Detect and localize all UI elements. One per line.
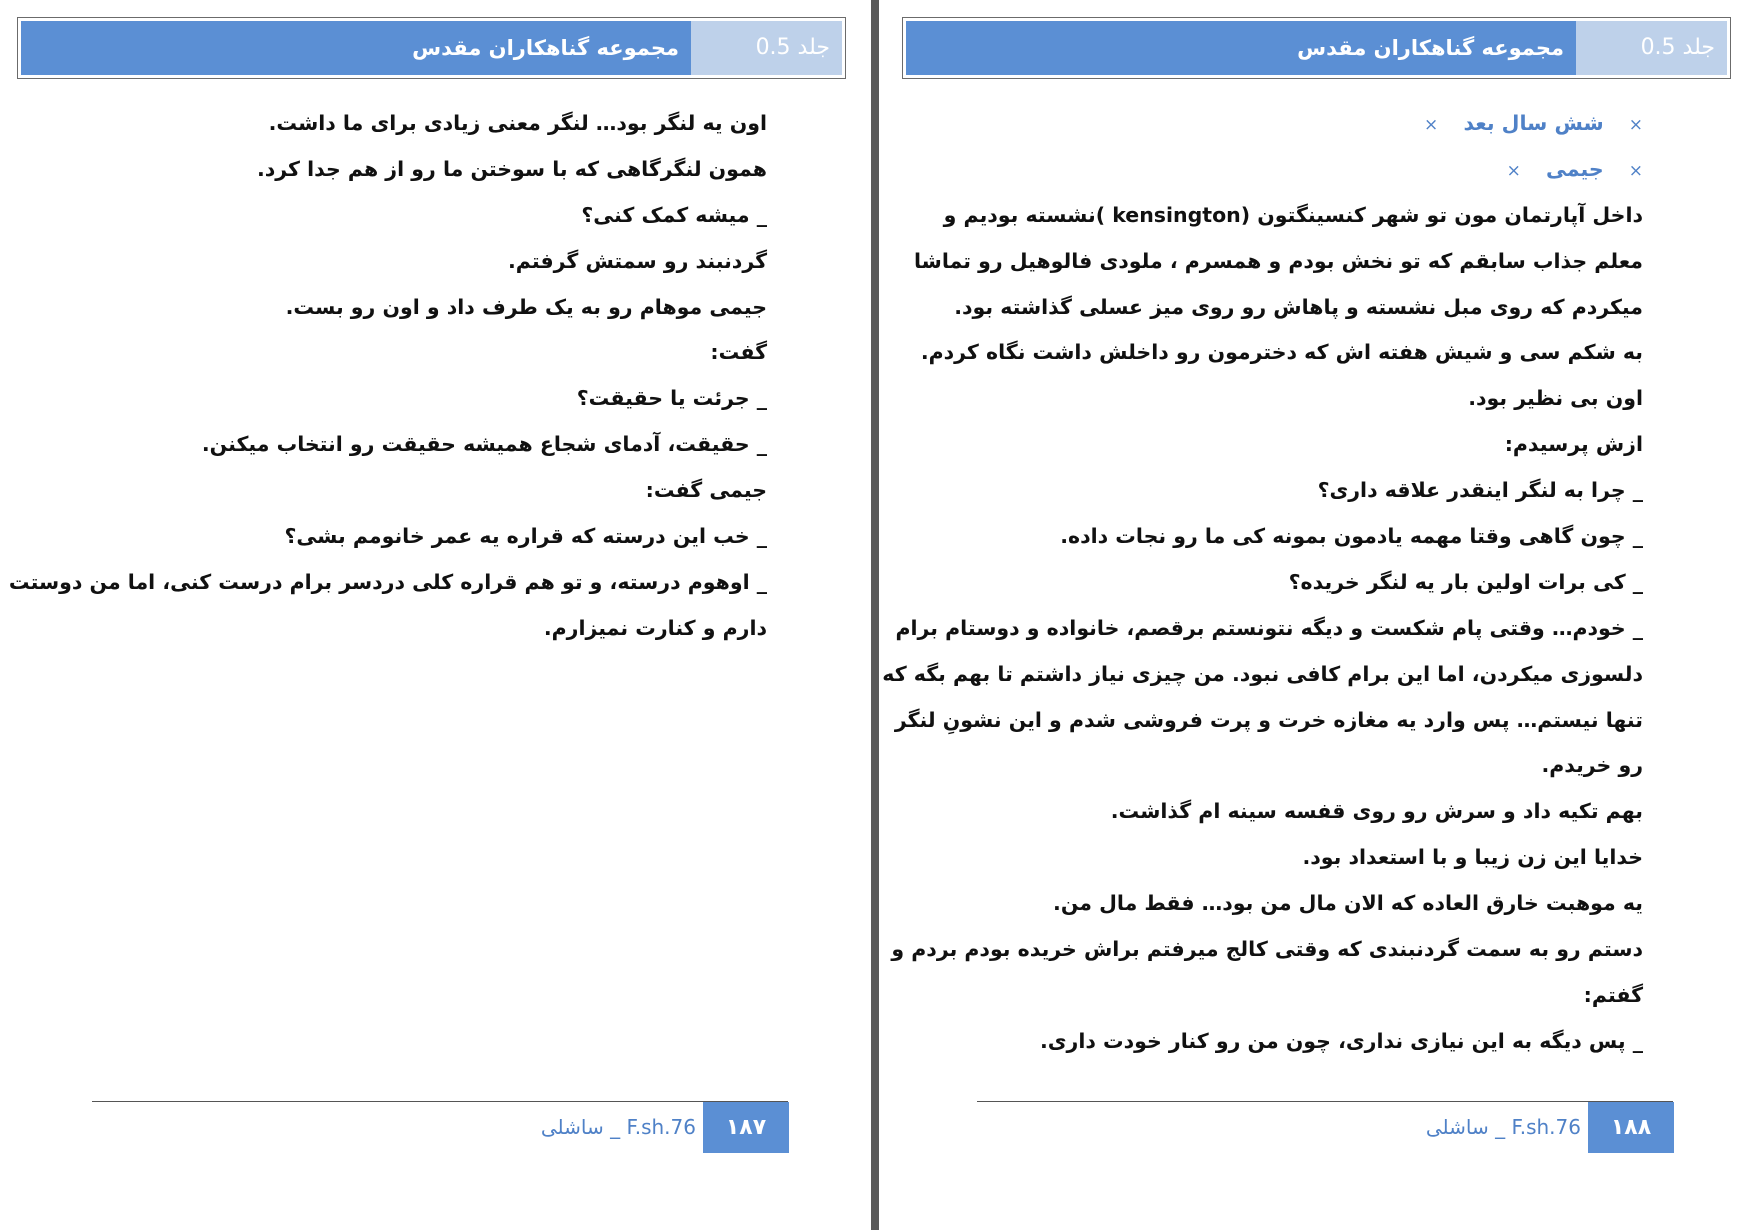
page-header <box>17 17 846 79</box>
page-header <box>902 17 1731 79</box>
text-line: _ خب این درسته که قراره یه عمر خانومم بشی؟ <box>284 524 767 549</box>
section-heading <box>963 101 1643 147</box>
text-line: گردنبند رو سمتش گرفتم. <box>507 248 767 273</box>
text-line: اون بی نظیر بود. <box>1468 386 1643 411</box>
text-line: _ حقیقت، آدمای شجاع همیشه حقیقت رو انتخاب میکنن. <box>201 432 767 457</box>
cross-ornament-icon: × <box>1424 115 1439 135</box>
text-line: گفتم: <box>1583 982 1643 1007</box>
text-line: ازش پرسیدم: <box>1504 432 1643 457</box>
cross-ornament-icon: × <box>1506 160 1521 181</box>
page-right <box>882 0 1750 1230</box>
text-line: _ کی برات اولین بار یه لنگر خریده؟ <box>1288 569 1643 594</box>
text-line: جیمی گفت: <box>645 478 767 503</box>
page-body <box>882 101 1643 1065</box>
text-line: همون لنگرگاهی که با سوختن ما رو از هم جدا کرد. <box>256 156 767 181</box>
text-line: _ خودم… وقتی پام شکست و دیگه نتونستم برقصم، خانواده و دوستام برام <box>895 615 1643 640</box>
page-number: ۱۸۸ <box>1588 1102 1674 1153</box>
text-line: _ جرئت یا حقیقت؟ <box>576 386 767 411</box>
cross-ornament-icon: × <box>1628 115 1643 135</box>
text-line: بهم تکیه داد و سرش رو روی قفسه سینه ام گذاشت. <box>1110 799 1643 824</box>
text-line: گفت: <box>710 340 767 365</box>
text-line: _ پس دیگه به این نیازی نداری، چون من رو کنار خودت داری. <box>1039 1028 1643 1053</box>
footer-author: F.sh.76 _ ساشلی <box>540 1115 696 1139</box>
text-line: _ میشه کمک کنی؟ <box>581 202 767 227</box>
text-line: جیمی موهام رو به یک طرف داد و اون رو بست. <box>285 294 767 319</box>
text-line: میکردم که روی مبل نشسته و پاهاش رو روی میز عسلی گذاشته بود. <box>954 294 1643 319</box>
book-title: مجموعه گناهکاران مقدس <box>21 21 691 75</box>
text-line: دلسوزی میکردن، اما این برام کافی نبود. من چیزی نیاز داشتم تا بهم بگه که <box>882 661 1643 686</box>
text-line: داخل آپارتمان مون تو شهر کنسینگتون (kensington )نشسته بودیم و <box>943 202 1643 227</box>
text-line: _ اوهوم درسته، و تو هم قراره کلی دردسر برام درست کنی، اما من دوستت <box>8 569 767 594</box>
text-line: دستم رو به سمت گردنبندی که وقتی کالج میرفتم براش خریده بودم بردم و <box>891 937 1643 962</box>
cross-ornament-icon: × <box>1628 160 1643 181</box>
book-spine <box>868 0 882 1230</box>
text-line: یه موهبت خارق العاده که الان مال من بود… فقط مال من. <box>1053 891 1643 916</box>
volume-label: جلد 0.5 <box>691 21 842 75</box>
page-body <box>8 101 767 652</box>
text-line: دارم و کنارت نمیزارم. <box>543 615 767 640</box>
text-line: اون یه لنگر بود… لنگر معنی زیادی برای ما داشت. <box>268 111 767 135</box>
book-title: مجموعه گناهکاران مقدس <box>906 21 1576 75</box>
pov-heading-text: جیمی <box>1545 156 1604 181</box>
footer-author: F.sh.76 _ ساشلی <box>1425 1115 1581 1139</box>
pov-heading <box>963 147 1643 193</box>
page-left <box>0 0 868 1230</box>
text-line: معلم جذاب سابقم که تو نخش بودم و همسرم ، ملودی فالوهیل رو تماشا <box>913 248 1643 273</box>
page-number: ۱۸۷ <box>703 1102 789 1153</box>
text-line: _ چون گاهی وقتا مهمه یادمون بمونه کی ما رو نجات داده. <box>1060 524 1643 549</box>
text-line: رو خریدم. <box>1541 753 1643 778</box>
text-line: تنها نیستم… پس وارد یه مغازه خرت و پرت فروشی شدم و این نشونِ لنگر <box>894 707 1643 732</box>
text-line: _ چرا به لنگر اینقدر علاقه داری؟ <box>1317 478 1643 503</box>
text-line: خدایا این زن زیبا و با استعداد بود. <box>1302 845 1643 870</box>
section-heading-text: شش سال بعد <box>1463 111 1604 135</box>
volume-label: جلد 0.5 <box>1576 21 1727 75</box>
text-line: به شکم سی و شیش هفته اش که دخترمون رو داخلش داشت نگاه کردم. <box>920 340 1643 365</box>
